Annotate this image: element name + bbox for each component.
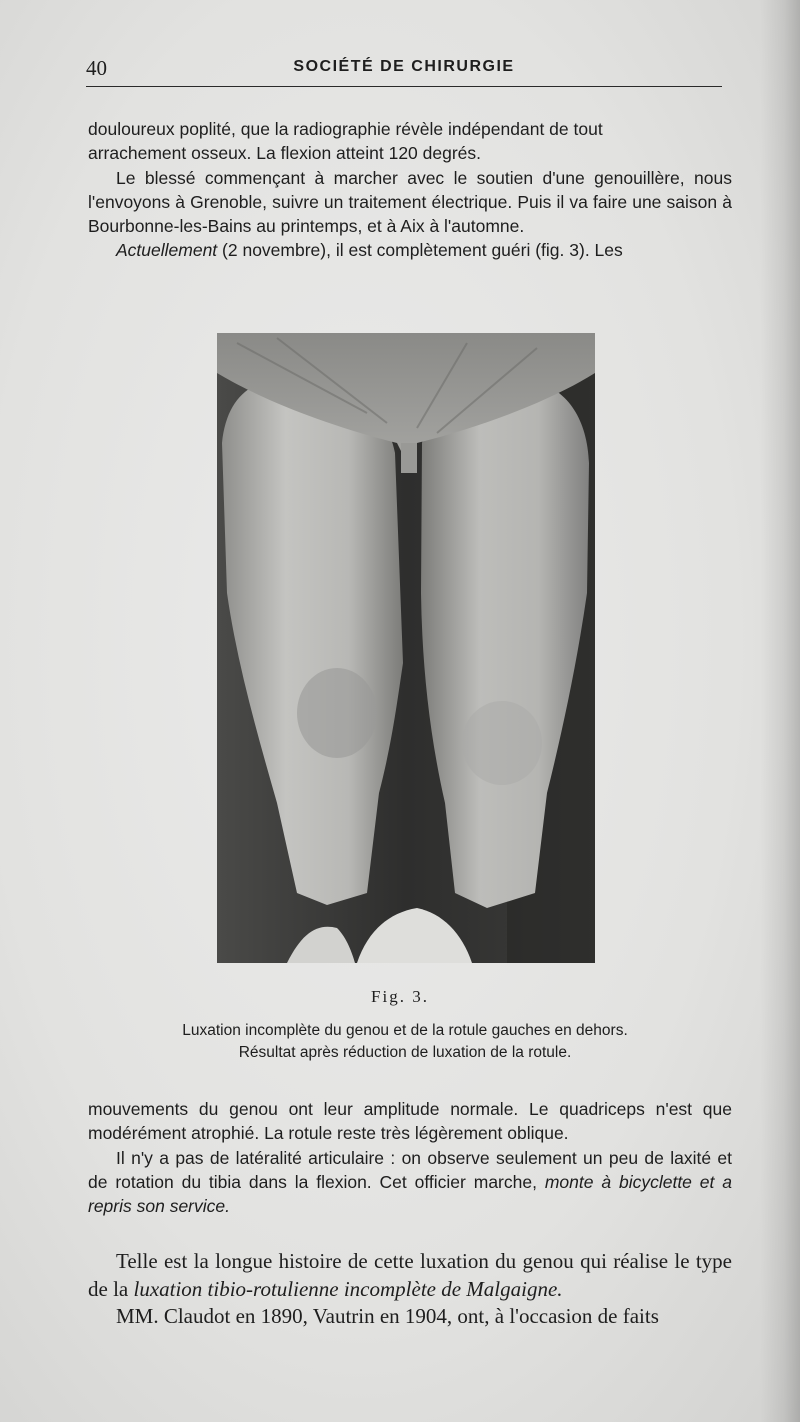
- paragraph: [88, 1248, 732, 1303]
- paragraph-text: Il n'y a pas de latéralité articulaire : on observe seulement un peu de laxité et de rotation du tibia dans la flexion. Cet officier marche,: [88, 1147, 732, 1192]
- body-text-top: [88, 117, 732, 263]
- paragraph-text: (2 novembre), il est complètement guéri (fig. 3). Les: [217, 240, 623, 261]
- figure-label: Fig. 3.: [371, 987, 429, 1006]
- page-number: 40: [86, 56, 107, 80]
- italic-text: luxation tibio-rotulienne incomplète de Malgaigne.: [133, 1276, 563, 1301]
- page-spine-shadow: [760, 0, 800, 1422]
- caption-line: Luxation incomplète du genou et de la rotule gauches en dehors.: [182, 1022, 628, 1039]
- figure-photograph: [217, 333, 595, 963]
- legs-photograph: [217, 333, 595, 963]
- paragraph: MM. Claudot en 1890, Vautrin en 1904, ont, à l'occasion de faits: [116, 1304, 659, 1328]
- italic-text: Actuellement: [116, 240, 218, 261]
- paragraph-continued: [88, 117, 732, 166]
- paragraph-continued: mouvements du genou ont leur amplitude normale. Le quadriceps n'est que modérément atrophié. La rotule reste très légèrement oblique.: [88, 1099, 732, 1144]
- running-head: SOCIÉTÉ DE CHIRURGIE: [293, 58, 515, 75]
- paragraph-line: douloureux poplité, que la radiographie révèle indépendant de tout: [88, 119, 603, 139]
- body-text-bottom: [88, 1097, 732, 1218]
- caption-line: Résultat après réduction de luxation de la rotule.: [238, 1044, 572, 1061]
- paragraph: Le blessé commençant à marcher avec le soutien d'une genouillère, nous l'envoyons à Grenoble, suivre un traitement électrique. Puis il va faire une saison à Bourbonne-les-Bains au printemps, et à Aix à l'automne.: [88, 167, 732, 237]
- page-header: [86, 56, 722, 87]
- body-text-large: [88, 1248, 732, 1331]
- paragraph-line: arrachement osseux. La flexion atteint 120 degrés.: [88, 143, 482, 164]
- paragraph: [88, 1146, 732, 1219]
- paragraph-text: Telle est la longue histoire de cette luxation du genou qui réalise le type de la: [88, 1249, 732, 1301]
- paragraph: [88, 238, 732, 262]
- figure-caption: [110, 1020, 700, 1064]
- italic-text: monte à bicyclette et a repris son service.: [88, 1171, 732, 1217]
